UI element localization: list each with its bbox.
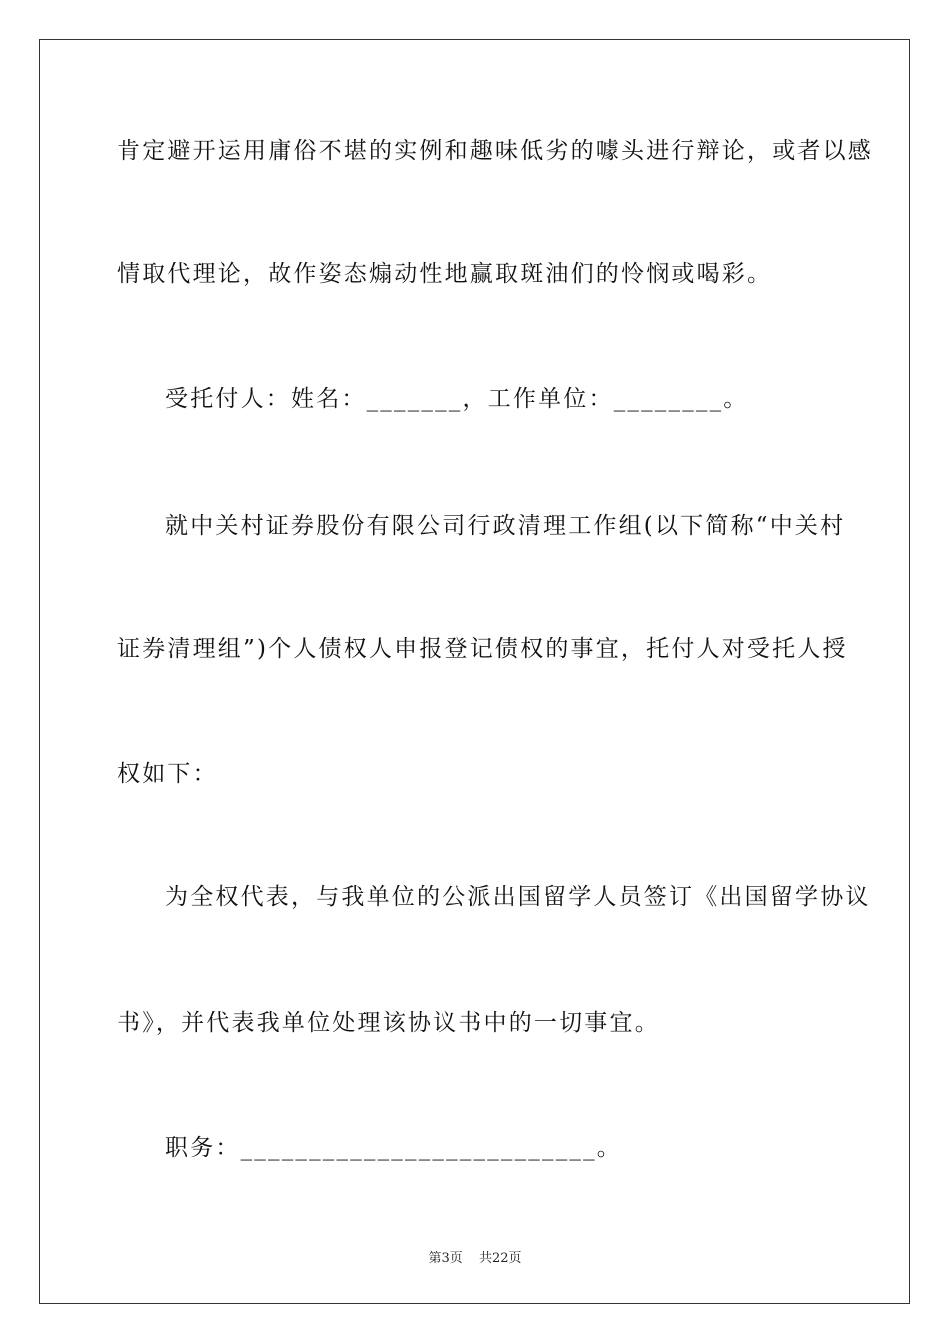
paragraph-position: 职务：__________________________。 [165, 1135, 622, 1161]
paragraph-1-line-1: 肯定避开运用庸俗不堪的实例和趣味低劣的噱头进行辩论，或者以感 [117, 138, 873, 164]
page-border [39, 39, 910, 1304]
paragraph-3-line-1: 就中关村证券股份有限公司行政清理工作组(以下简称“中关村 [165, 513, 846, 539]
page-number-total: 共22页 [478, 1251, 522, 1266]
page-footer [0, 1247, 950, 1266]
paragraph-1-line-2: 情取代理论，故作姿态煽动性地赢取斑油们的怜悯或喝彩。 [117, 261, 773, 287]
paragraph-4-line-2: 书》，并代表我单位处理该协议书中的一切事宜。 [117, 1010, 660, 1036]
paragraph-4-line-1: 为全权代表，与我单位的公派出国留学人员签订《出国留学协议 [165, 884, 871, 910]
paragraph-3-line-2: 证券清理组”)个人债权人申报登记债权的事宜，托付人对受托人授 [117, 636, 848, 662]
paragraph-3-line-3: 权如下： [117, 761, 218, 787]
page-number-current: 第3页 [428, 1251, 463, 1266]
paragraph-trustee-info: 受托付人：姓名：_______，工作单位：________。 [165, 386, 749, 412]
